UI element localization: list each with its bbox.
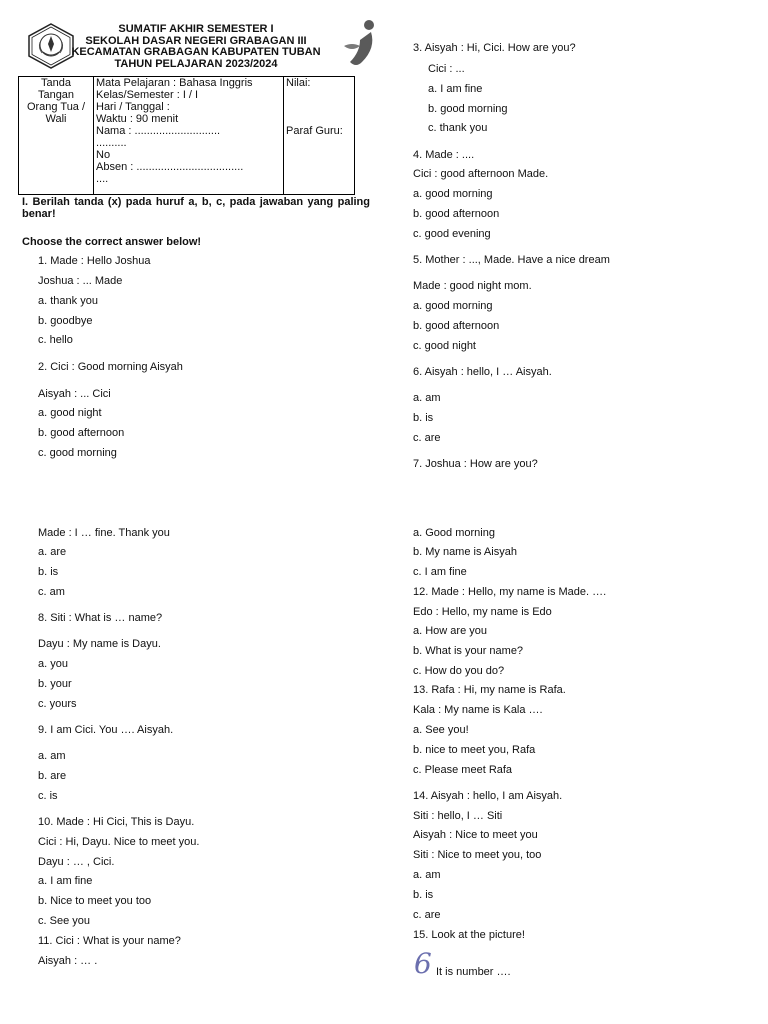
- question-line: Joshua : ... Made: [38, 275, 123, 287]
- question-line: Dayu : … , Cici.: [38, 856, 115, 868]
- question-line: a. See you!: [413, 724, 469, 736]
- question-line: a. I am fine: [38, 875, 93, 887]
- question-line: b. is: [38, 566, 59, 578]
- header-district: KECAMATAN GRABAGAN KABUPATEN TUBAN: [71, 46, 321, 58]
- student-info-table: [18, 76, 355, 195]
- question-line: a. good morning: [413, 188, 493, 200]
- teacher-signature-label: Paraf Guru:: [286, 125, 343, 137]
- question-line: c. good night: [413, 340, 476, 352]
- question-line: a. How are you: [413, 625, 487, 637]
- question-line: 9. I am Cici. You …. Aisyah.: [38, 724, 174, 736]
- question-line: 3. Aisyah : Hi, Cici. How are you?: [413, 42, 576, 54]
- question-line: Edo : Hello, my name is Edo: [413, 606, 552, 618]
- question-line: 11. Cici : What is your name?: [38, 935, 181, 947]
- question-line: b. Nice to meet you too: [38, 895, 152, 907]
- question-line: 6. Aisyah : hello, I … Aisyah.: [413, 366, 552, 378]
- question-line: 10. Made : Hi Cici, This is Dayu.: [38, 816, 195, 828]
- question-line: 5. Mother : ..., Made. Have a nice dream: [413, 254, 610, 266]
- question-line: c. is: [38, 790, 58, 802]
- question-line: Cici : good afternoon Made.: [413, 168, 549, 180]
- name-row: Nama : ............................: [96, 125, 221, 137]
- absen-row-cont: ....: [96, 173, 109, 185]
- question-line: b. goodbye: [38, 315, 93, 327]
- question-line: b. What is your name?: [413, 645, 524, 657]
- question-line: 1. Made : Hello Joshua: [38, 255, 151, 267]
- class-row: Kelas/Semester : I / I: [96, 89, 199, 101]
- document-header: [40, 24, 352, 70]
- question-line: b. are: [38, 770, 67, 782]
- question-line: a. am: [413, 392, 441, 404]
- question-line: b. good morning: [428, 103, 508, 115]
- picture-number-six: 6: [414, 947, 432, 980]
- date-row: Hari / Tanggal :: [96, 101, 170, 113]
- question-line: Made : good night mom.: [413, 280, 532, 292]
- score-label: Nilai:: [286, 77, 311, 89]
- question-line: 15. Look at the picture!: [413, 929, 525, 941]
- question-line: c. are: [413, 432, 441, 444]
- question-line: Aisyah : … .: [38, 955, 98, 967]
- question-line: a. Good morning: [413, 527, 495, 539]
- signature-label-4: Wali: [45, 113, 67, 125]
- question-line: 2. Cici : Good morning Aisyah: [38, 361, 183, 373]
- question-line: c. yours: [38, 698, 77, 710]
- subject-details-cell: [94, 77, 284, 195]
- question-line: 14. Aisyah : hello, I am Aisyah.: [413, 790, 563, 802]
- question-line: b. nice to meet you, Rafa: [413, 744, 536, 756]
- question-line: a. am: [413, 869, 441, 881]
- question-line: a. I am fine: [428, 83, 483, 95]
- question-line: b. My name is Aisyah: [413, 546, 517, 558]
- instruction-english: Choose the correct answer below!: [22, 236, 202, 248]
- question-line: c. See you: [38, 915, 90, 927]
- signature-label-2: Tangan: [37, 89, 75, 101]
- question-line: b. is: [413, 412, 434, 424]
- question-line: b. good afternoon: [38, 427, 125, 439]
- parent-signature-cell: [19, 77, 94, 195]
- question-line: c. am: [38, 586, 65, 598]
- question-line: a. you: [38, 658, 68, 670]
- question-line: 12. Made : Hello, my name is Made. ….: [413, 586, 607, 598]
- question-line: b. good afternoon: [413, 208, 500, 220]
- question-line: Siti : Nice to meet you, too: [413, 849, 542, 861]
- name-row-cont: ..........: [96, 137, 127, 149]
- score-cell: [284, 77, 355, 195]
- question-line: Siti : hello, I … Siti: [413, 810, 503, 822]
- question-line: Kala : My name is Kala ….: [413, 704, 543, 716]
- question-line: c. hello: [38, 334, 73, 346]
- question-line: a. good night: [38, 407, 102, 419]
- question-line: c. good evening: [413, 228, 491, 240]
- subject-row: Mata Pelajaran : Bahasa Inggris: [96, 77, 253, 89]
- question-line: b. your: [38, 678, 72, 690]
- number-row: No: [96, 149, 111, 161]
- question-line: a. good morning: [413, 300, 493, 312]
- question-line: a. thank you: [38, 295, 98, 307]
- question-line: c. I am fine: [413, 566, 467, 578]
- question-line: c. How do you do?: [413, 665, 505, 677]
- question-line: a. am: [38, 750, 66, 762]
- time-row: Waktu : 90 menit: [96, 113, 179, 125]
- signature-label-1: Tanda: [41, 77, 71, 89]
- question-line: c. are: [413, 909, 441, 921]
- question-line: Made : I … fine. Thank you: [38, 527, 170, 539]
- question-line: It is number ….: [436, 966, 511, 978]
- question-line: a. are: [38, 546, 67, 558]
- question-line: Dayu : My name is Dayu.: [38, 638, 161, 650]
- header-title: SUMATIF AKHIR SEMESTER I: [118, 23, 274, 35]
- question-line: Aisyah : ... Cici: [38, 388, 111, 400]
- question-line: Cici : Hi, Dayu. Nice to meet you.: [38, 836, 200, 848]
- instruction-text: I. Berilah tanda (x) pada huruf a, b, c, pada jawaban yang paling benar!: [22, 196, 370, 220]
- absen-row: Absen : ...................................: [96, 161, 244, 173]
- signature-label-3: Orang Tua /: [26, 101, 86, 113]
- question-line: b. is: [413, 889, 434, 901]
- question-line: 8. Siti : What is … name?: [38, 612, 163, 624]
- question-line: b. good afternoon: [413, 320, 500, 332]
- question-line: c. Please meet Rafa: [413, 764, 513, 776]
- header-school: SEKOLAH DASAR NEGERI GRABAGAN III: [85, 34, 307, 47]
- question-line: Cici : ...: [428, 63, 465, 75]
- header-year: TAHUN PELAJARAN 2023/2024: [114, 57, 278, 70]
- question-line: 4. Made : ....: [413, 149, 475, 161]
- question-line: Aisyah : Nice to meet you: [413, 829, 538, 841]
- question-line: 13. Rafa : Hi, my name is Rafa.: [413, 684, 566, 696]
- question-line: c. good morning: [38, 447, 117, 459]
- question-line: c. thank you: [428, 122, 488, 134]
- question-line: 7. Joshua : How are you?: [413, 458, 538, 470]
